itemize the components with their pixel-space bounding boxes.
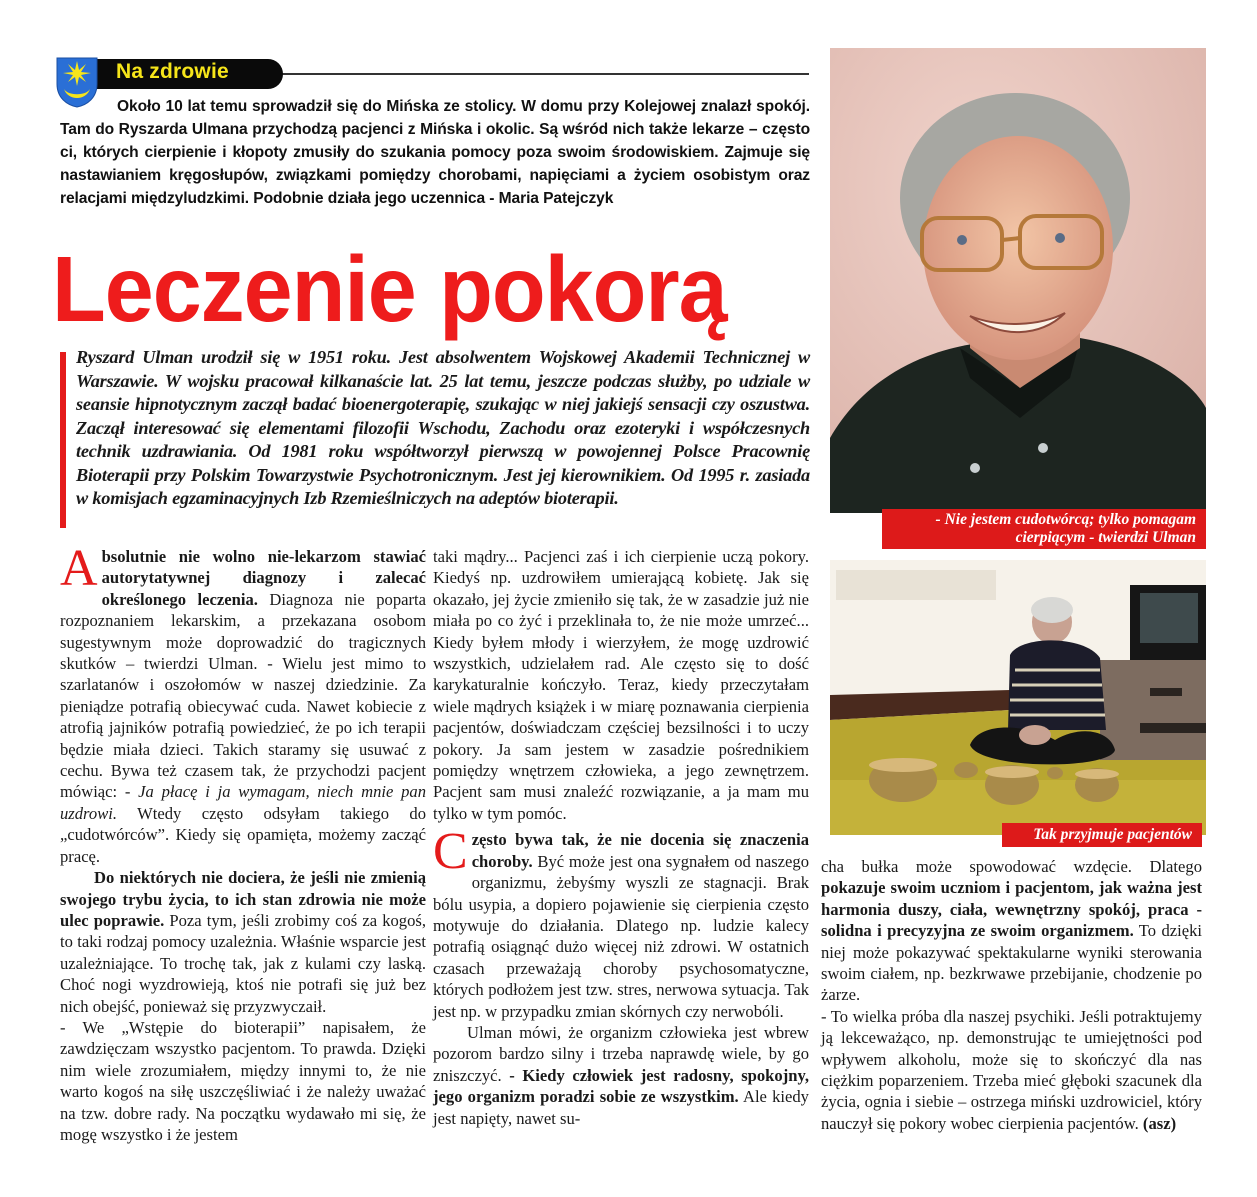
paragraph-8 — [821, 1006, 1202, 1134]
dropcap-a: A — [60, 540, 98, 597]
paragraph-8-text: - To wielka próba dla naszej psychiki. Jeśli potraktujemy ją lekceważąco, np. demonstrując te umiejętności pod wpływem alkoholu, może się to skończyć dla nas ciężkim poparzeniem. Trzeba mieć głęboki szacunek dla życia, ognia i siebie – ostrzega miński uzdrowiciel, który nauczył się pokory wobec cierpienia pacjentów. — [821, 1006, 1202, 1133]
paragraph-2-lead: Do niektórych nie dociera, że jeśli nie zmienią swojego trybu życia, to ich stan zdrowia nie może ulec poprawie. — [60, 868, 426, 930]
paragraph-5-text: Być może jest ona sygnałem od naszego organizmu, żebyśmy wyszli ze stagnacji. Brak bólu usypia, a dopiero pojawienie się cierpienia często motywuje do działania. Dlatego np. ludzie kalecy potrafią osiągnąć dużo więcej niż zdrowi. W ostatnich czasach przeważają choroby psychosomatyczne, których podłożem jest tzw. stres, nerwowa sytuacja. Tak jest np. w przypadku zmian skórnych czy nerwobóli. — [433, 851, 809, 1021]
patient-quote: - Ja płacę i ja wymagam, niech mnie pan uzdrowi. — [60, 782, 426, 823]
portrait-photo — [830, 48, 1206, 513]
section-header — [44, 56, 809, 92]
paragraph-7-text: cha bułka może spowodować wzdęcie. Dlatego — [821, 857, 1202, 876]
paragraph-3: - We „Wstępie do bioterapii” napisałem, że zawdzięczam wszystko pacjentom. To prawda. Dzięki nim wiele zrozumiałem, między innymi to, że nie warto kogoś na siłę uszczęśliwiać i że należy uważać na tzw. dobre rady. Na początku wydawało mi się, że mogę wszystko i że jestem — [60, 1017, 426, 1144]
session-photo — [830, 560, 1206, 835]
paragraph-5-lead: zęsto bywa tak, że nie docenia się znaczenia choroby. — [471, 830, 809, 871]
header-rule — [274, 73, 809, 75]
lead-paragraph: Około 10 lat temu sprowadził się do Mińska ze stolicy. W domu przy Kolejowej znalazł spokój. Tam do Ryszarda Ulmana przychodzą pacjenci z Mińska i okolic. Są wśród nich także lekarze – często ci, których cierpienie i kłopoty zmusiły do szukania pomocy poza swoim środowiskiem. Zajmuje się nastawianiem kręgosłupów, związkami pomiędzy chorobami, napięciami a życiem osobistym oraz relacjami międzyludzkimi. Podobnie działa jego uczennica - Maria Patejczyk — [60, 98, 810, 207]
author-signature: (asz) — [1142, 1113, 1177, 1133]
paragraph-7 — [821, 856, 1202, 1006]
paragraph-6 — [433, 1022, 809, 1129]
section-label: Na zdrowie — [116, 60, 229, 83]
portrait-image — [830, 48, 1206, 513]
article-column-2 — [433, 546, 809, 1129]
paragraph-1-text: Diagnoza nie poparta rozpoznaniem lekarskim, a przekazana osobom sugestywnym może doprowadzić do tragicznych skutków – twierdzi Ulman. - Wielu jest mimo to szarlatanów i oszołomów w naszej dziedzinie. Za pieniądze potrafią obiecywać cuda. Nawet kobiecie z atrofią jajników potrafią powiedzieć, że po ich terapii będzie miała dzieci. Takich staramy się usuwać z cechu. Bywa też czasem tak, że przychodzi pacjent mówiąc: — [60, 589, 426, 802]
portrait-caption: - Nie jestem cudotwórcą; tylko pomagam cierpiącym - twierdzi Ulman — [882, 509, 1206, 549]
article-column-3 — [821, 856, 1202, 1134]
paragraph-1-lead: bsolutnie nie wolno nie-lekarzom stawiać autorytatywnej diagnozy i zalecać określonego leczenia. — [101, 547, 426, 609]
paragraph-4: taki mądry... Pacjenci zaś i ich cierpienie uczą pokory. Kiedyś np. uzdrowiłem umierającą kobietę. Jak się okazało, jej życie zmieniło się tak, że w zasadzie już nie miała po co żyć i przeklinała to, że nie może umrzeć... Kiedy byłem młody i wierzyłem, że mogę uzdrowić wszystkich, udzielałem rad. Ale często się to dość karykaturalnie kończyło. Teraz, kiedy przeczytałam wiele mądrych książek i w miarę poznawania cierpienia pacjentów, doświadczam częściej bezsilności i to uczy pokory. Ja sam jestem w zasadzie pośrednikiem pomiędzy wnętrzem człowieka, a jego zewnętrzem. Pacjent sam musi znaleźć rozwiązanie, a ja mam mu tylko w tym pomóc. — [433, 547, 809, 823]
paragraph-6-text: Ulman mówi, że organizm człowieka jest wbrew pozorom bardzo silny i trzeba naprawdę wiele, by go zniszczyć. — [433, 1022, 809, 1085]
bio-paragraph: Ryszard Ulman urodził się w 1951 roku. Jest absolwentem Wojskowej Akademii Technicznej w Warszawie. W wojsku pracował kilkanaście lat. 25 lat temu, jeszcze podczas służby, po udziale w seansie hipnotycznym zaczął badać bioenergoterapię, szukając w niej jakiejś sensacji czy oszustwa. Zaczął interesować się elementami filozofii Wschodu, Zachodu oraz ezoteryki i współczesnych technik uzdrawiania. Od 1981 roku współtworzył pierwszą w powojennej Polsce Pracownię Bioterapii przy Polskim Towarzystwie Psychotronicznym. Jest jej kierownikiem. Od 1995 r. zasiada w komisjach egzaminacyjnych Izb Rzemieślniczych na adeptów bioterapii. — [76, 347, 810, 508]
paragraph-2-text: Poza tym, jeśli zrobimy coś za kogoś, to taki rodzaj pomocy uzależnia. Właśnie wsparcie jest uzależniające. To trochę tak, jak z kulami czy laską. Choć nogi wyzdrowieją, ktoś nie potrafi się już bez nich obejść, ponieważ się przyzwyczaił. — [60, 910, 426, 1016]
session-caption: Tak przyjmuje pacjentów — [1002, 823, 1202, 847]
paragraph-7-text-end: To dzięki niej może pokazywać spektakularne wyniki sterowania swoim ciałem, np. bezkrwawe przebijanie, chodzenie po żarze. — [821, 921, 1202, 1005]
paragraph-7-bold: pokazuje swoim uczniom i pacjentom, jak ważna jest harmonia duszy, ciała, wewnętrzny spokój, praca - solidna i precyzyjna ze swoim organizmem. — [821, 878, 1202, 941]
paragraph-1-text-end: Wtedy często odsyłam takiego do „cudotwórców”. Kiedy się opamięta, możemy zacząć pracę. — [60, 803, 426, 866]
bio-accent-bar — [60, 352, 66, 528]
paragraph-6-text-end: Ale kiedy jest napięty, nawet su- — [433, 1087, 809, 1128]
dropcap-c: C — [433, 823, 468, 881]
paragraph-5 — [433, 823, 809, 1022]
paragraph-1 — [60, 540, 426, 867]
paragraph-6-quote: - Kiedy człowiek jest radosny, spokojny, jego organizm poradzi sobie ze wszystkim. — [433, 1065, 809, 1107]
paragraph-2 — [60, 867, 426, 1017]
session-image — [830, 560, 1206, 835]
headline: Leczenie pokorą — [52, 237, 727, 342]
article-column-1 — [60, 540, 426, 1145]
